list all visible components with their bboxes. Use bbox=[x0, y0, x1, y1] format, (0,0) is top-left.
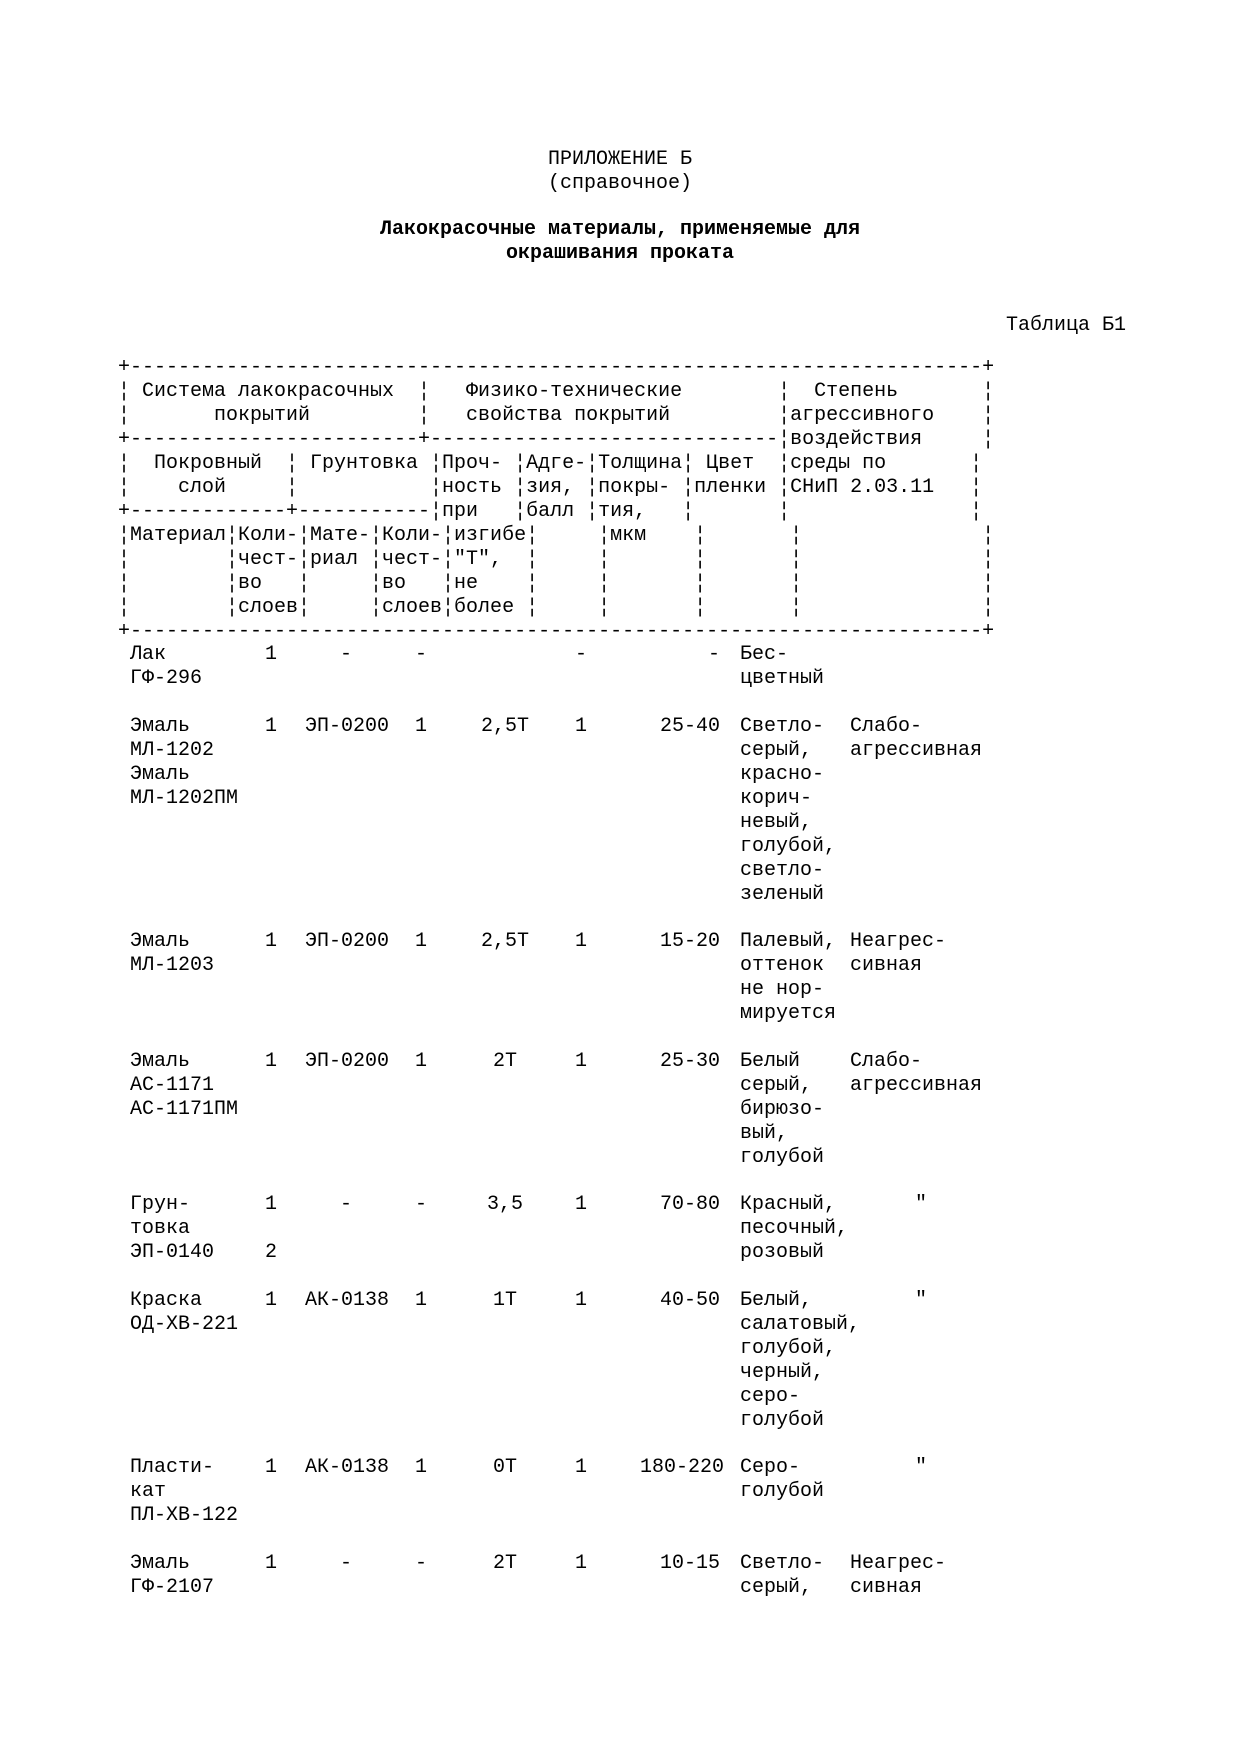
cell-material: Эмаль АС-1171 АС-1171ПМ bbox=[130, 1050, 239, 1121]
cell-strength: 3,5 bbox=[486, 1193, 523, 1216]
cell-strength: 2Т bbox=[492, 1050, 517, 1073]
cell-adhesion: 1 bbox=[575, 715, 588, 738]
cell-primer: ЭП-0200 bbox=[305, 715, 390, 738]
cell-primer: - bbox=[340, 643, 353, 666]
cell-color: Белый, салатовый, голубой, черный, серо- голубой bbox=[740, 1289, 861, 1432]
cell-thickness: 40-50 bbox=[659, 1289, 720, 1312]
cell-aggression: Слабо- агрессивная bbox=[850, 1050, 983, 1097]
cell-thickness: 10-15 bbox=[659, 1552, 720, 1575]
cell-thickness: - bbox=[707, 643, 720, 666]
cell-material: Краска ОД-ХВ-221 bbox=[130, 1289, 239, 1336]
cell-primer-layers: - bbox=[415, 1193, 428, 1216]
cell-adhesion: 1 bbox=[575, 1193, 588, 1216]
cell-strength: 2Т bbox=[492, 1552, 517, 1575]
cell-strength: 2,5Т bbox=[480, 930, 529, 953]
cell-layers: 1 bbox=[265, 1050, 278, 1073]
cell-material: Пласти- кат ПЛ-ХВ-122 bbox=[130, 1456, 239, 1527]
cell-aggression: " bbox=[915, 1193, 928, 1216]
cell-thickness: 180-220 bbox=[640, 1456, 725, 1479]
cell-adhesion: - bbox=[575, 643, 588, 666]
cell-layers: 1 2 bbox=[265, 1193, 278, 1264]
document-title-line1: Лакокрасочные материалы, применяемые для bbox=[379, 218, 861, 241]
cell-adhesion: 1 bbox=[575, 930, 588, 953]
cell-layers: 1 bbox=[265, 1289, 278, 1312]
cell-color: Светло- серый, красно- корич- невый, голубой, светло- зеленый bbox=[740, 715, 837, 906]
appendix-note: (справочное) bbox=[547, 172, 693, 195]
cell-primer-layers: 1 bbox=[415, 1050, 428, 1073]
cell-layers: 1 bbox=[265, 930, 278, 953]
table-header-box: +-----------------------------------------------------------------------+ ¦ Система лакокрасочных ¦ Физико-технические ¦ Степень ¦ ¦ покрытий ¦ свойства покрытий ¦агрессивного ¦ +------------------------+-----------------------------¦воздействия ¦ ¦ Покровный ¦ Грунтовка ¦Проч- ¦Адге-¦Толщина¦ Цвет ¦среды по ¦ ¦ слой ¦ ¦ность ¦зия, ¦покры- ¦пленки ¦СНиП 2.03.11 ¦ +-------------+-----------¦при ¦балл ¦тия, ¦ ¦ ¦ ¦Материал¦Коли-¦Мате-¦Коли-¦изгибе¦ ¦мкм ¦ ¦ ¦ ¦ ¦чест-¦риал ¦чест-¦"Т", ¦ ¦ ¦ ¦ ¦ ¦ ¦во ¦ ¦во ¦не ¦ ¦ ¦ ¦ ¦ ¦ ¦слоев¦ ¦слоев¦более ¦ ¦ ¦ ¦ ¦ +-----------------------------------------------------------------------+ bbox=[118, 356, 995, 643]
cell-primer-layers: 1 bbox=[415, 1289, 428, 1312]
cell-material: Лак ГФ-296 bbox=[130, 643, 203, 690]
cell-color: Белый серый, бирюзо- вый, голубой bbox=[740, 1050, 825, 1169]
appendix-title: ПРИЛОЖЕНИЕ Б bbox=[547, 148, 693, 171]
cell-adhesion: 1 bbox=[575, 1289, 588, 1312]
cell-color: Палевый, оттенок не нор- мируется bbox=[740, 930, 837, 1025]
cell-primer: ЭП-0200 bbox=[305, 930, 390, 953]
cell-material: Эмаль МЛ-1202 Эмаль МЛ-1202ПМ bbox=[130, 715, 239, 810]
cell-primer: АК-0138 bbox=[305, 1456, 390, 1479]
cell-layers: 1 bbox=[265, 1456, 278, 1479]
cell-primer-layers: 1 bbox=[415, 1456, 428, 1479]
cell-primer-layers: - bbox=[415, 643, 428, 666]
cell-material: Эмаль МЛ-1203 bbox=[130, 930, 215, 977]
cell-adhesion: 1 bbox=[575, 1456, 588, 1479]
document-title-line2: окрашивания проката bbox=[505, 242, 735, 265]
cell-primer-layers: 1 bbox=[415, 930, 428, 953]
cell-primer-layers: 1 bbox=[415, 715, 428, 738]
cell-thickness: 70-80 bbox=[659, 1193, 720, 1216]
cell-aggression: " bbox=[915, 1289, 928, 1312]
cell-adhesion: 1 bbox=[575, 1552, 588, 1575]
cell-material: Грун- товка ЭП-0140 bbox=[130, 1193, 215, 1264]
cell-color: Бес- цветный bbox=[740, 643, 825, 690]
cell-thickness: 25-30 bbox=[659, 1050, 720, 1073]
cell-color: Красный, песочный, розовый bbox=[740, 1193, 849, 1264]
cell-primer-layers: - bbox=[415, 1552, 428, 1575]
cell-aggression: Неагрес- сивная bbox=[850, 1552, 947, 1599]
cell-layers: 1 bbox=[265, 1552, 278, 1575]
cell-aggression: Неагрес- сивная bbox=[850, 930, 947, 977]
cell-strength: 2,5Т bbox=[480, 715, 529, 738]
table-label: Таблица Б1 bbox=[1006, 314, 1127, 337]
cell-primer: ЭП-0200 bbox=[305, 1050, 390, 1073]
cell-strength: 0Т bbox=[492, 1456, 517, 1479]
cell-strength: 1Т bbox=[492, 1289, 517, 1312]
cell-layers: 1 bbox=[265, 643, 278, 666]
cell-color: Серо- голубой bbox=[740, 1456, 825, 1503]
cell-layers: 1 bbox=[265, 715, 278, 738]
cell-primer: - bbox=[340, 1552, 353, 1575]
cell-adhesion: 1 bbox=[575, 1050, 588, 1073]
cell-primer: - bbox=[340, 1193, 353, 1216]
cell-thickness: 15-20 bbox=[659, 930, 720, 953]
cell-color: Светло- серый, bbox=[740, 1552, 825, 1599]
cell-aggression: Слабо- агрессивная bbox=[850, 715, 983, 762]
cell-thickness: 25-40 bbox=[659, 715, 720, 738]
cell-aggression: " bbox=[915, 1456, 928, 1479]
cell-material: Эмаль ГФ-2107 bbox=[130, 1552, 215, 1599]
cell-primer: АК-0138 bbox=[305, 1289, 390, 1312]
